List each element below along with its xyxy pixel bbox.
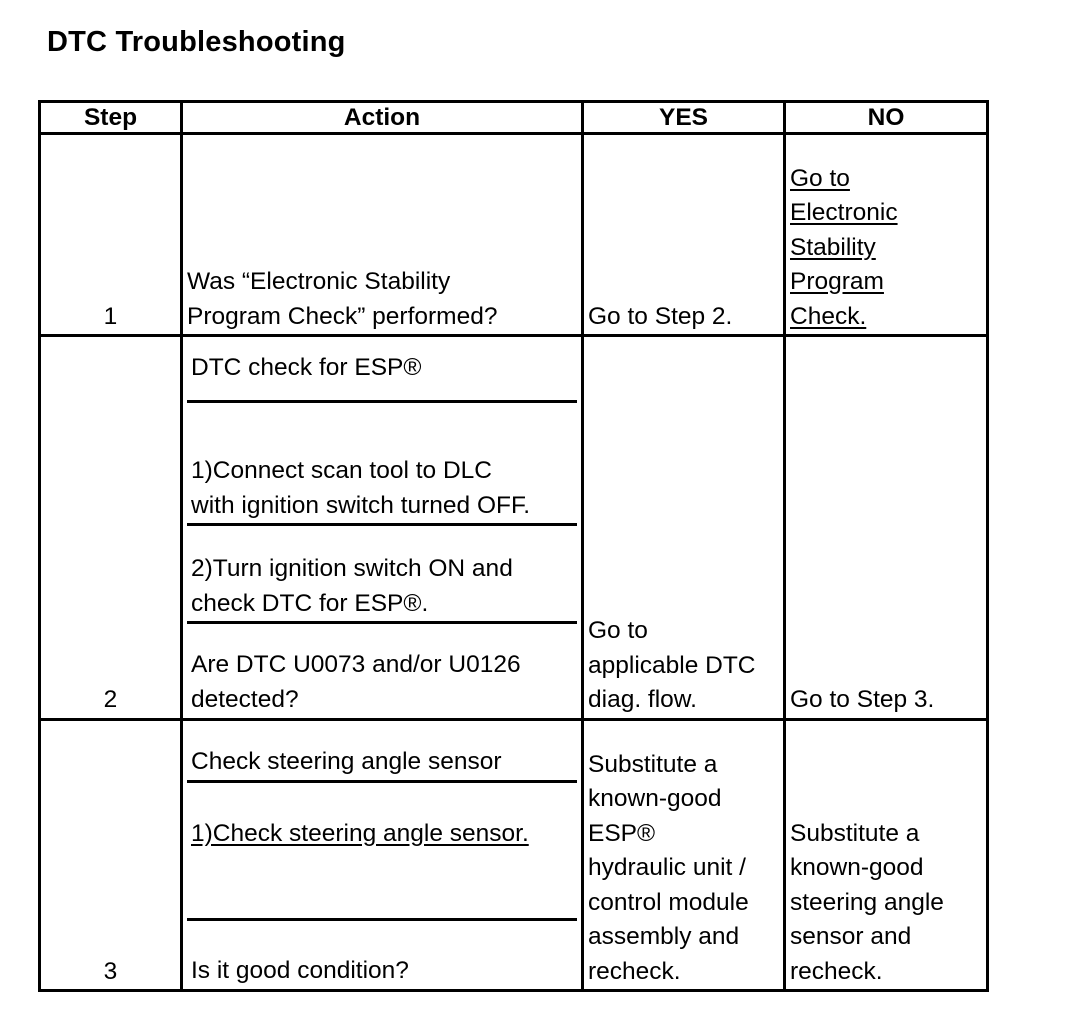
action-subcell xyxy=(187,721,577,783)
action-line: with ignition switch turned OFF. xyxy=(191,491,531,519)
yes-cell xyxy=(583,134,785,336)
yes-line: hydraulic unit / xyxy=(588,854,746,881)
no-cell xyxy=(785,336,988,719)
link-line[interactable]: Program xyxy=(790,268,884,296)
no-text: Go to Step 3. xyxy=(790,686,935,714)
action-line: detected? xyxy=(191,685,299,713)
action-line: 2)Turn ignition switch ON and xyxy=(191,555,513,583)
table-row xyxy=(40,336,988,719)
yes-line: diag. flow. xyxy=(588,686,697,714)
yes-line: known-good xyxy=(588,785,722,812)
header-step: Step xyxy=(40,102,182,134)
no-line: recheck. xyxy=(790,957,883,985)
action-subcell xyxy=(187,337,577,403)
link-line[interactable]: Electronic xyxy=(790,199,898,227)
troubleshooting-table-wrapper xyxy=(38,100,986,992)
action-cell xyxy=(182,134,583,336)
step-number: 1 xyxy=(40,134,182,336)
no-line: known-good xyxy=(790,854,924,881)
action-cell xyxy=(182,719,583,990)
table-row xyxy=(40,719,988,990)
yes-line: ESP® xyxy=(588,819,656,847)
yes-line: Substitute a xyxy=(588,750,718,778)
link-line[interactable]: Check. xyxy=(790,302,867,330)
yes-text: Go to Step 2. xyxy=(588,302,733,330)
check-steering-sensor-link[interactable]: 1)Check steering angle sensor. xyxy=(191,819,529,847)
link-line[interactable]: Go to xyxy=(790,164,850,192)
action-line: Check steering angle sensor xyxy=(191,748,502,776)
action-line: check DTC for ESP®. xyxy=(191,589,429,617)
page-title: DTC Troubleshooting xyxy=(47,26,346,58)
link-line[interactable]: Stability xyxy=(790,233,876,261)
yes-cell xyxy=(583,719,785,990)
yes-line: recheck. xyxy=(588,957,681,985)
action-line: Program Check” performed? xyxy=(187,302,498,330)
yes-line: assembly and xyxy=(588,923,740,950)
no-link-esp-program-check[interactable] xyxy=(785,134,988,336)
action-subcell xyxy=(187,921,577,989)
action-line: Was “Electronic Stability xyxy=(187,268,451,296)
action-line: DTC check for ESP® xyxy=(191,354,422,382)
yes-line: Go to xyxy=(588,617,648,645)
header-yes: YES xyxy=(583,102,785,134)
table-row xyxy=(40,134,988,336)
action-subcell xyxy=(187,403,577,526)
no-line: Substitute a xyxy=(790,819,920,847)
action-cell xyxy=(182,336,583,719)
yes-cell xyxy=(583,336,785,719)
step-number: 3 xyxy=(40,719,182,990)
table-header-row xyxy=(40,102,988,134)
action-subcell xyxy=(187,624,577,717)
no-line: steering angle xyxy=(790,888,944,916)
header-no: NO xyxy=(785,102,988,134)
action-line: 1)Connect scan tool to DLC xyxy=(191,457,492,485)
action-line: Is it good condition? xyxy=(191,957,409,985)
action-line: Are DTC U0073 and/or U0126 xyxy=(191,651,521,679)
action-subcell xyxy=(187,783,577,921)
header-action: Action xyxy=(182,102,583,134)
troubleshooting-table xyxy=(38,100,989,992)
step-number: 2 xyxy=(40,336,182,719)
no-line: sensor and xyxy=(790,923,912,950)
yes-line: control module xyxy=(588,888,749,916)
action-subcell xyxy=(187,526,577,624)
no-cell xyxy=(785,719,988,990)
yes-line: applicable DTC xyxy=(588,651,756,679)
